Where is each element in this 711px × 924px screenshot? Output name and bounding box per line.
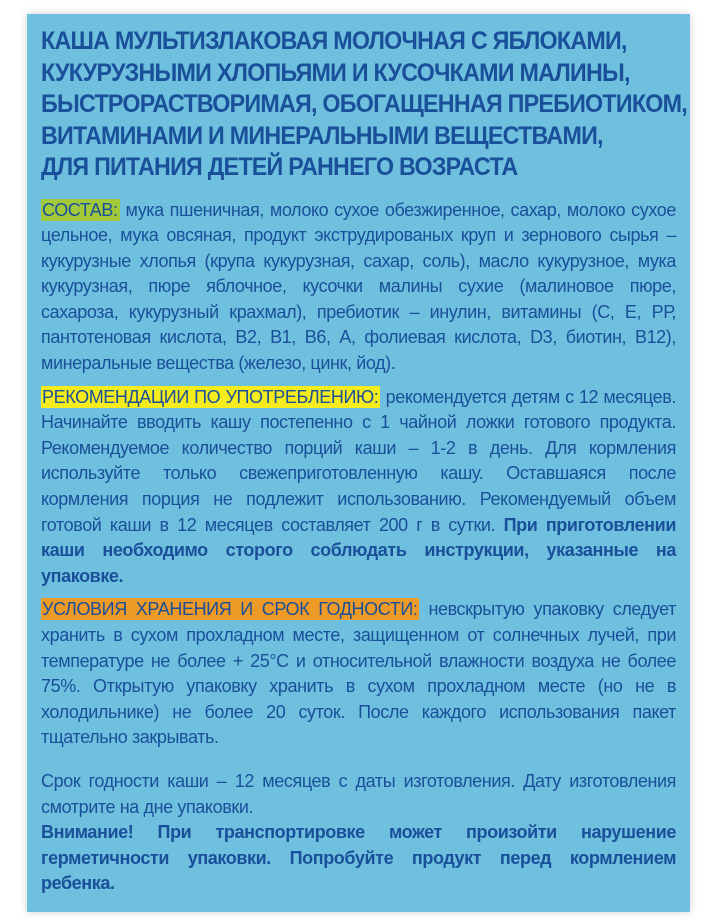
title-line: КУКУРУЗНЫМИ ХЛОПЬЯМИ И КУСОЧКАМИ МАЛИНЫ, (41, 58, 630, 87)
product-title (41, 26, 692, 184)
recommendations-bold-text: При приготовлении каши необходимо сторого соблюдать инструкции, указанные на упаковке. (41, 514, 676, 586)
shelf-life-paragraph: Срок годности каши – 12 месяцев с даты изготовления. Дату изготовления смотрите на дне упаковки. (41, 770, 676, 817)
composition-paragraph (41, 198, 676, 377)
recommendations-paragraph (41, 385, 676, 590)
recommendations-label: РЕКОМЕНДАЦИИ ПО УПОТРЕБЛЕНИЮ: (42, 386, 379, 407)
composition-text: мука пшеничная, молоко сухое обезжиренное, сахар, молоко сухое цельное, мука овсяная, продукт экструдированых круп и зернового сырья – кукурузные хлопья (крупа кукурузная, сахар, соль), масло кукурузное, мука кукурузная, пюре яблочное, кусочки малины сухие (малиновое пюре, сахароза, кукурузный крахмал), пребиотик – инулин, витамины (С, Е, РР, пантотеновая кислота, В2, В1, В6, А, фолиевая кислота, D3, биотин, В12), минеральные вещества (железо, цинк, йод). (41, 199, 676, 374)
composition-label: СОСТАВ: (42, 199, 118, 220)
title-line: ДЛЯ ПИТАНИЯ ДЕТЕЙ РАННЕГО ВОЗРАСТА (41, 153, 518, 181)
product-label-panel (27, 14, 690, 912)
title-line: БЫСТРОРАСТВОРИМАЯ, ОБОГАЩЕННАЯ ПРЕБИОТИКОМ, (41, 90, 687, 118)
recommendations-text: рекомендуется детям с 12 месяцев. Начинайте вводить кашу постепенно с 1 чайной ложки готового продукта. Рекомендуемое количество порций каши – 1-2 в день. Для кормления используйте только свежеприготовленную кашу. Оставшаяся после кормления порция не подлежит использованию. Рекомендуемый объем готовой каши в 12 месяцев составляет 200 г в сутки. (41, 386, 676, 535)
paragraph-gap (41, 759, 676, 769)
warning-paragraph: Внимание! При транспортировке может произойти нарушение герметичности упаковки. Попробуйте продукт перед кормлением ребенка. (41, 822, 676, 894)
storage-label: УСЛОВИЯ ХРАНЕНИЯ И СРОК ГОДНОСТИ: (42, 599, 418, 620)
title-line: ВИТАМИНАМИ И МИНЕРАЛЬНЫМИ ВЕЩЕСТВАМИ, (41, 121, 603, 150)
title-line: КАША МУЛЬТИЗЛАКОВАЯ МОЛОЧНАЯ С ЯБЛОКАМИ, (41, 27, 627, 55)
storage-paragraph (41, 597, 676, 751)
storage-text: невскрытую упаковку следует хранить в сухом прохладном месте, защищенном от солнечных лучей, при температуре не более + 25°С и относительной влажности воздуха не более 75%. Открытую упаковку хранить в сухом прохладном месте (но не в холодильнике) не более 20 суток. После каждого использования пакет тщательно закрывать. (41, 599, 676, 748)
